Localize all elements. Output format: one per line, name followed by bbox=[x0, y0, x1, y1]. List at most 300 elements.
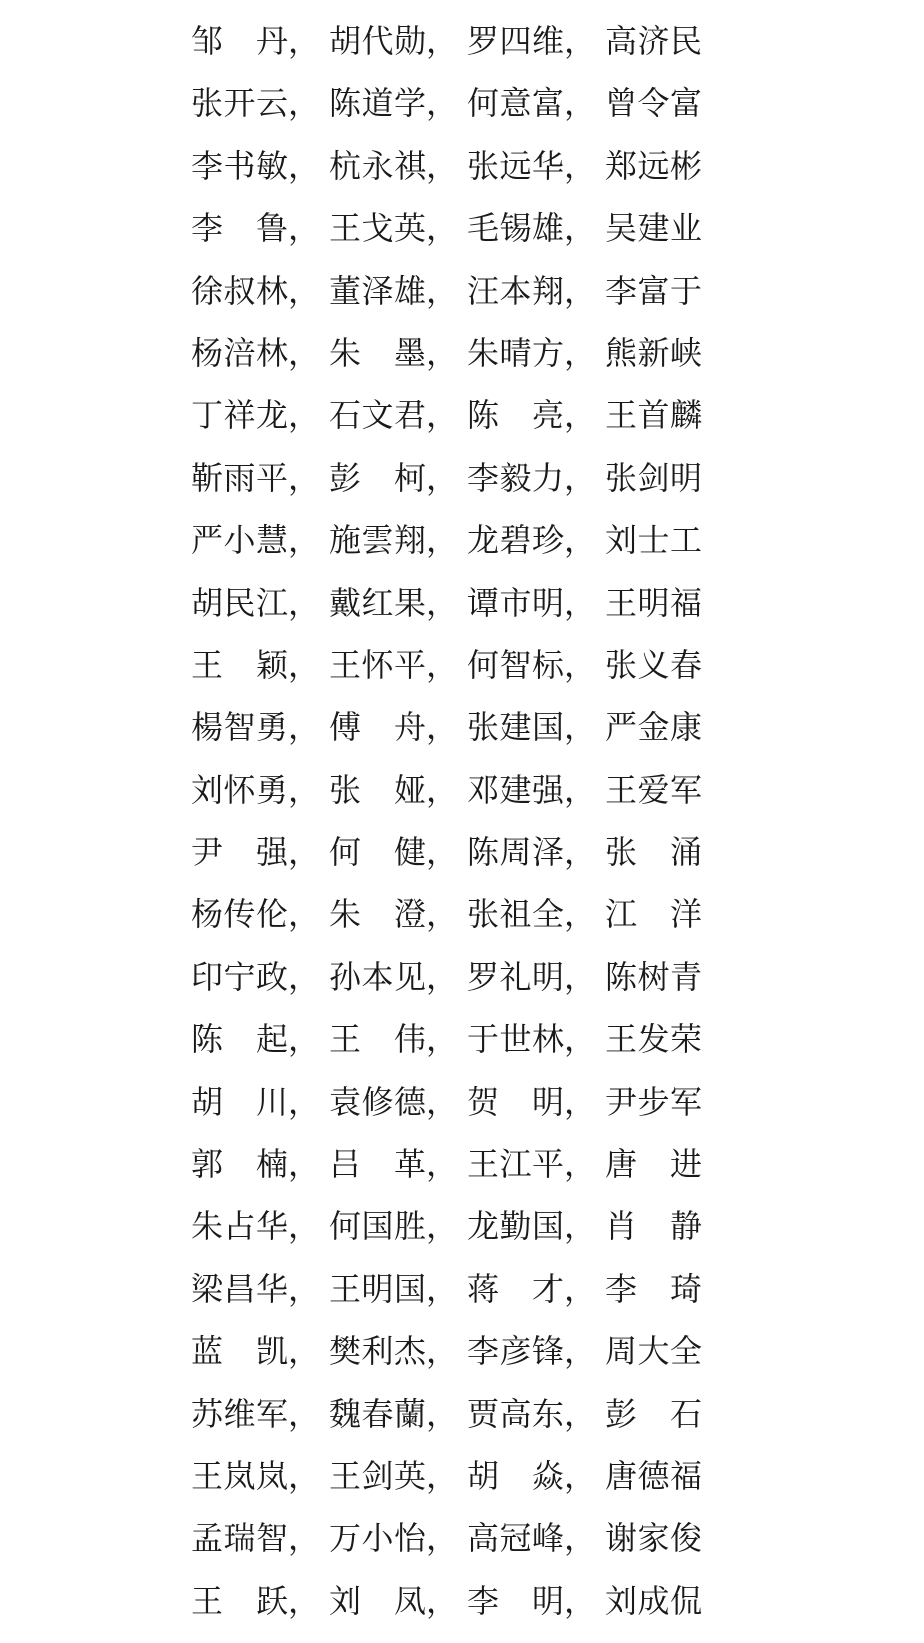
person-name: 胡代勋 bbox=[329, 22, 426, 60]
name-cell bbox=[605, 197, 702, 259]
person-name: 高济民 bbox=[605, 22, 702, 60]
person-name: 张建国 bbox=[467, 708, 564, 747]
name-row bbox=[191, 883, 702, 945]
comma-separator: ， bbox=[564, 1020, 597, 1059]
name-cell bbox=[467, 572, 605, 634]
name-cell bbox=[605, 1507, 702, 1569]
comma-separator: ， bbox=[288, 895, 321, 934]
comma-separator: ， bbox=[564, 1332, 597, 1371]
name-cell bbox=[329, 1320, 467, 1382]
name-cell bbox=[605, 1445, 702, 1507]
name-row bbox=[191, 759, 702, 821]
name-cell bbox=[467, 821, 605, 883]
person-name: 杨涪林 bbox=[191, 333, 288, 372]
name-cell bbox=[467, 322, 605, 384]
comma-separator: ， bbox=[564, 1082, 597, 1121]
name-row bbox=[191, 696, 702, 758]
person-name: 王明福 bbox=[605, 583, 702, 622]
comma-separator: ， bbox=[564, 1456, 597, 1495]
person-name: 熊新峡 bbox=[605, 333, 702, 372]
name-row bbox=[191, 135, 702, 197]
person-name: 袁修德 bbox=[329, 1082, 426, 1121]
person-name: 王怀平 bbox=[329, 645, 426, 684]
name-cell bbox=[329, 322, 467, 384]
comma-separator: ， bbox=[288, 396, 321, 435]
comma-separator: ， bbox=[564, 333, 597, 372]
comma-separator: ， bbox=[564, 583, 597, 622]
person-name: 杭永祺 bbox=[329, 146, 426, 185]
comma-separator: ， bbox=[426, 1519, 459, 1558]
comma-separator: ， bbox=[426, 770, 459, 809]
name-cell bbox=[605, 572, 702, 634]
name-cell bbox=[329, 821, 467, 883]
name-cell bbox=[191, 197, 329, 259]
name-row bbox=[191, 10, 702, 72]
name-row bbox=[191, 322, 702, 384]
person-name: 严小慧 bbox=[191, 521, 288, 560]
person-name: 张远华 bbox=[467, 146, 564, 185]
comma-separator: ， bbox=[288, 333, 321, 372]
person-name: 陈树青 bbox=[605, 957, 702, 996]
comma-separator: ， bbox=[288, 271, 321, 310]
person-name: 唐德福 bbox=[605, 1456, 702, 1495]
person-name: 尹 强 bbox=[191, 833, 288, 872]
person-name: 朱占华 bbox=[191, 1207, 288, 1246]
comma-separator: ， bbox=[288, 957, 321, 996]
comma-separator: ， bbox=[426, 645, 459, 684]
name-cell bbox=[605, 322, 702, 384]
name-cell bbox=[191, 1570, 329, 1632]
comma-separator: ， bbox=[564, 1145, 597, 1184]
name-cell bbox=[191, 1133, 329, 1195]
person-name: 于世林 bbox=[467, 1020, 564, 1059]
person-name: 王首麟 bbox=[605, 396, 702, 435]
comma-separator: ， bbox=[564, 708, 597, 747]
person-name: 刘怀勇 bbox=[191, 770, 288, 809]
person-name: 江 洋 bbox=[605, 895, 702, 934]
person-name: 戴红果 bbox=[329, 583, 426, 622]
person-name: 施雲翔 bbox=[329, 521, 426, 560]
name-cell bbox=[191, 821, 329, 883]
name-cell bbox=[329, 135, 467, 197]
comma-separator: ， bbox=[564, 1581, 597, 1620]
person-name: 彭 石 bbox=[605, 1394, 702, 1433]
name-cell bbox=[605, 1383, 702, 1445]
comma-separator: ， bbox=[426, 1207, 459, 1246]
name-cell bbox=[191, 1071, 329, 1133]
name-row bbox=[191, 572, 702, 634]
comma-separator: ， bbox=[288, 1020, 321, 1059]
name-cell bbox=[329, 1195, 467, 1257]
comma-separator: ， bbox=[426, 146, 459, 185]
comma-separator: ， bbox=[426, 1332, 459, 1371]
name-cell bbox=[191, 322, 329, 384]
name-cell bbox=[605, 384, 702, 446]
name-row bbox=[191, 1258, 702, 1320]
name-cell bbox=[191, 1258, 329, 1320]
name-cell bbox=[605, 946, 702, 1008]
comma-separator: ， bbox=[564, 957, 597, 996]
comma-separator: ， bbox=[426, 396, 459, 435]
comma-separator: ， bbox=[426, 833, 459, 872]
comma-separator: ， bbox=[426, 1145, 459, 1184]
person-name: 朱 墨 bbox=[329, 333, 426, 372]
person-name: 王 伟 bbox=[329, 1020, 426, 1059]
comma-separator: ， bbox=[426, 209, 459, 248]
comma-separator: ， bbox=[288, 708, 321, 747]
comma-separator: ， bbox=[288, 1269, 321, 1308]
name-cell bbox=[329, 1507, 467, 1569]
person-name: 罗礼明 bbox=[467, 957, 564, 996]
person-name: 罗四维 bbox=[467, 22, 564, 60]
person-name: 陈 起 bbox=[191, 1020, 288, 1059]
name-cell bbox=[191, 696, 329, 758]
comma-separator: ， bbox=[426, 521, 459, 560]
name-row bbox=[191, 384, 702, 446]
comma-separator: ， bbox=[426, 271, 459, 310]
comma-separator: ， bbox=[564, 396, 597, 435]
comma-separator: ， bbox=[426, 1020, 459, 1059]
name-cell bbox=[329, 72, 467, 134]
name-cell bbox=[467, 1195, 605, 1257]
comma-separator: ， bbox=[426, 333, 459, 372]
name-cell bbox=[329, 384, 467, 446]
person-name: 张剑明 bbox=[605, 458, 702, 497]
comma-separator: ， bbox=[288, 458, 321, 497]
comma-separator: ， bbox=[426, 1581, 459, 1620]
comma-separator: ， bbox=[288, 1082, 321, 1121]
person-name: 何意富 bbox=[467, 84, 564, 123]
person-name: 尹步军 bbox=[605, 1082, 702, 1121]
comma-separator: ， bbox=[426, 1269, 459, 1308]
person-name: 王岚岚 bbox=[191, 1456, 288, 1495]
person-name: 邹 丹 bbox=[191, 22, 288, 60]
name-cell bbox=[191, 634, 329, 696]
name-cell bbox=[329, 1008, 467, 1070]
comma-separator: ， bbox=[288, 1394, 321, 1433]
name-cell bbox=[605, 72, 702, 134]
comma-separator: ， bbox=[288, 84, 321, 123]
person-name: 陈道学 bbox=[329, 84, 426, 123]
name-cell bbox=[191, 10, 329, 72]
person-name: 胡民江 bbox=[191, 583, 288, 622]
name-cell bbox=[191, 1507, 329, 1569]
name-row bbox=[191, 1195, 702, 1257]
comma-separator: ， bbox=[288, 146, 321, 185]
comma-separator: ， bbox=[564, 1207, 597, 1246]
name-cell bbox=[605, 1071, 702, 1133]
name-cell bbox=[329, 1383, 467, 1445]
comma-separator: ， bbox=[564, 22, 597, 60]
person-name: 谢家俊 bbox=[605, 1519, 702, 1558]
person-name: 董泽雄 bbox=[329, 271, 426, 310]
name-cell bbox=[605, 1258, 702, 1320]
person-name: 张 涌 bbox=[605, 833, 702, 872]
name-cell bbox=[605, 883, 702, 945]
name-cell bbox=[329, 260, 467, 322]
person-name: 梁昌华 bbox=[191, 1269, 288, 1308]
person-name: 王明国 bbox=[329, 1269, 426, 1308]
name-row bbox=[191, 197, 702, 259]
person-name: 李书敏 bbox=[191, 146, 288, 185]
person-name: 靳雨平 bbox=[191, 458, 288, 497]
name-cell bbox=[191, 135, 329, 197]
person-name: 李 琦 bbox=[605, 1269, 702, 1308]
comma-separator: ， bbox=[564, 1394, 597, 1433]
person-name: 朱晴方 bbox=[467, 333, 564, 372]
comma-separator: ， bbox=[288, 1456, 321, 1495]
name-cell bbox=[467, 10, 605, 72]
name-cell bbox=[329, 883, 467, 945]
comma-separator: ， bbox=[288, 22, 321, 60]
person-name: 谭市明 bbox=[467, 583, 564, 622]
person-name: 汪本翔 bbox=[467, 271, 564, 310]
person-name: 傅 舟 bbox=[329, 708, 426, 747]
comma-separator: ， bbox=[288, 209, 321, 248]
name-row bbox=[191, 634, 702, 696]
comma-separator: ， bbox=[426, 1082, 459, 1121]
name-cell bbox=[329, 759, 467, 821]
name-cell bbox=[329, 509, 467, 571]
name-cell bbox=[467, 1133, 605, 1195]
person-name: 邓建强 bbox=[467, 770, 564, 809]
person-name: 陈周泽 bbox=[467, 833, 564, 872]
comma-separator: ， bbox=[564, 84, 597, 123]
name-cell bbox=[467, 384, 605, 446]
name-cell bbox=[329, 696, 467, 758]
name-cell bbox=[467, 634, 605, 696]
person-name: 李 鲁 bbox=[191, 209, 288, 248]
person-name: 严金康 bbox=[605, 708, 702, 747]
comma-separator: ， bbox=[564, 209, 597, 248]
name-cell bbox=[605, 1195, 702, 1257]
person-name: 胡 川 bbox=[191, 1082, 288, 1121]
person-name: 毛锡雄 bbox=[467, 209, 564, 248]
person-name: 张开云 bbox=[191, 84, 288, 123]
name-cell bbox=[467, 1071, 605, 1133]
name-cell bbox=[467, 135, 605, 197]
comma-separator: ， bbox=[426, 957, 459, 996]
person-name: 唐 进 bbox=[605, 1145, 702, 1184]
name-cell bbox=[605, 634, 702, 696]
person-name: 刘成侃 bbox=[605, 1581, 702, 1620]
name-cell bbox=[467, 1008, 605, 1070]
comma-separator: ， bbox=[426, 708, 459, 747]
person-name: 李 明 bbox=[467, 1581, 564, 1620]
comma-separator: ， bbox=[288, 1519, 321, 1558]
name-cell bbox=[467, 447, 605, 509]
comma-separator: ， bbox=[564, 521, 597, 560]
person-name: 龙勤国 bbox=[467, 1207, 564, 1246]
name-row bbox=[191, 72, 702, 134]
name-cell bbox=[191, 759, 329, 821]
comma-separator: ， bbox=[426, 895, 459, 934]
person-name: 贾高东 bbox=[467, 1394, 564, 1433]
name-row bbox=[191, 1071, 702, 1133]
name-cell bbox=[605, 135, 702, 197]
name-cell bbox=[329, 197, 467, 259]
name-cell bbox=[329, 1570, 467, 1632]
name-cell bbox=[605, 821, 702, 883]
person-name: 李彦锋 bbox=[467, 1332, 564, 1371]
person-name: 万小怡 bbox=[329, 1519, 426, 1558]
name-cell bbox=[329, 1258, 467, 1320]
person-name: 王发荣 bbox=[605, 1020, 702, 1059]
name-row bbox=[191, 1133, 702, 1195]
name-row bbox=[191, 1320, 702, 1382]
comma-separator: ， bbox=[426, 583, 459, 622]
name-cell bbox=[191, 1008, 329, 1070]
name-cell bbox=[467, 197, 605, 259]
name-cell bbox=[329, 946, 467, 1008]
comma-separator: ， bbox=[288, 833, 321, 872]
person-name: 郭 楠 bbox=[191, 1145, 288, 1184]
person-name: 吴建业 bbox=[605, 209, 702, 248]
name-cell bbox=[329, 447, 467, 509]
name-cell bbox=[605, 10, 702, 72]
comma-separator: ， bbox=[564, 146, 597, 185]
comma-separator: ， bbox=[564, 458, 597, 497]
person-name: 高冠峰 bbox=[467, 1519, 564, 1558]
comma-separator: ， bbox=[426, 458, 459, 497]
person-name: 李富于 bbox=[605, 271, 702, 310]
name-cell bbox=[191, 1445, 329, 1507]
name-cell bbox=[329, 10, 467, 72]
person-name: 王爱军 bbox=[605, 770, 702, 809]
name-row bbox=[191, 260, 702, 322]
person-name: 何国胜 bbox=[329, 1207, 426, 1246]
comma-separator: ， bbox=[564, 770, 597, 809]
name-cell bbox=[191, 260, 329, 322]
name-cell bbox=[191, 447, 329, 509]
comma-separator: ， bbox=[564, 271, 597, 310]
person-name: 樊利杰 bbox=[329, 1332, 426, 1371]
name-cell bbox=[191, 1195, 329, 1257]
name-cell bbox=[605, 260, 702, 322]
name-cell bbox=[605, 1570, 702, 1632]
name-cell bbox=[605, 696, 702, 758]
comma-separator: ， bbox=[288, 1207, 321, 1246]
name-cell bbox=[329, 634, 467, 696]
person-name: 杨传伦 bbox=[191, 895, 288, 934]
person-name: 何智标 bbox=[467, 645, 564, 684]
name-cell bbox=[467, 759, 605, 821]
person-name: 石文君 bbox=[329, 396, 426, 435]
name-cell bbox=[467, 1445, 605, 1507]
name-row bbox=[191, 1008, 702, 1070]
comma-separator: ， bbox=[564, 895, 597, 934]
name-cell bbox=[467, 1383, 605, 1445]
name-cell bbox=[329, 572, 467, 634]
comma-separator: ， bbox=[288, 770, 321, 809]
person-name: 周大全 bbox=[605, 1332, 702, 1371]
person-name: 张义春 bbox=[605, 645, 702, 684]
name-cell bbox=[467, 509, 605, 571]
person-name: 肖 静 bbox=[605, 1207, 702, 1246]
comma-separator: ， bbox=[288, 1332, 321, 1371]
name-cell bbox=[605, 759, 702, 821]
name-cell bbox=[191, 572, 329, 634]
comma-separator: ， bbox=[426, 1456, 459, 1495]
person-name: 吕 革 bbox=[329, 1145, 426, 1184]
name-cell bbox=[467, 72, 605, 134]
person-name: 徐叔林 bbox=[191, 271, 288, 310]
name-row bbox=[191, 509, 702, 571]
person-name: 蒋 才 bbox=[467, 1269, 564, 1308]
comma-separator: ， bbox=[288, 645, 321, 684]
name-cell bbox=[467, 1570, 605, 1632]
name-row bbox=[191, 821, 702, 883]
person-name: 楊智勇 bbox=[191, 708, 288, 747]
person-name: 龙碧珍 bbox=[467, 521, 564, 560]
name-cell bbox=[191, 384, 329, 446]
name-cell bbox=[605, 447, 702, 509]
name-cell bbox=[329, 1071, 467, 1133]
person-name: 刘士工 bbox=[605, 521, 702, 560]
person-name: 蓝 凯 bbox=[191, 1332, 288, 1371]
comma-separator: ， bbox=[564, 645, 597, 684]
person-name: 魏春蘭 bbox=[329, 1394, 426, 1433]
name-cell bbox=[467, 1258, 605, 1320]
name-cell bbox=[191, 509, 329, 571]
name-cell bbox=[191, 1383, 329, 1445]
name-cell bbox=[467, 1507, 605, 1569]
comma-separator: ， bbox=[288, 521, 321, 560]
name-cell bbox=[467, 1320, 605, 1382]
person-name: 孟瑞智 bbox=[191, 1519, 288, 1558]
comma-separator: ， bbox=[564, 1519, 597, 1558]
person-name: 贺 明 bbox=[467, 1082, 564, 1121]
name-cell bbox=[191, 1320, 329, 1382]
comma-separator: ， bbox=[426, 22, 459, 60]
person-name: 王 颖 bbox=[191, 645, 288, 684]
name-row bbox=[191, 946, 702, 1008]
person-name: 张祖全 bbox=[467, 895, 564, 934]
person-name: 印宁政 bbox=[191, 957, 288, 996]
name-cell bbox=[605, 1133, 702, 1195]
person-name: 王剑英 bbox=[329, 1456, 426, 1495]
person-name: 刘 凤 bbox=[329, 1581, 426, 1620]
name-cell bbox=[467, 696, 605, 758]
name-cell bbox=[467, 946, 605, 1008]
name-cell bbox=[191, 72, 329, 134]
name-cell bbox=[329, 1445, 467, 1507]
comma-separator: ， bbox=[288, 1145, 321, 1184]
name-row bbox=[191, 1445, 702, 1507]
name-row bbox=[191, 1507, 702, 1569]
name-cell bbox=[467, 260, 605, 322]
person-name: 王戈英 bbox=[329, 209, 426, 248]
person-name: 胡 焱 bbox=[467, 1456, 564, 1495]
person-name: 朱 澄 bbox=[329, 895, 426, 934]
name-cell bbox=[191, 946, 329, 1008]
person-name: 孙本见 bbox=[329, 957, 426, 996]
name-cell bbox=[329, 1133, 467, 1195]
person-name: 王江平 bbox=[467, 1145, 564, 1184]
name-list bbox=[191, 10, 702, 1632]
name-cell bbox=[191, 883, 329, 945]
person-name: 丁祥龙 bbox=[191, 396, 288, 435]
name-cell bbox=[605, 1320, 702, 1382]
person-name: 陈 亮 bbox=[467, 396, 564, 435]
person-name: 张 娅 bbox=[329, 770, 426, 809]
person-name: 苏维军 bbox=[191, 1394, 288, 1433]
person-name: 郑远彬 bbox=[605, 146, 702, 185]
name-cell bbox=[605, 509, 702, 571]
person-name: 李毅力 bbox=[467, 458, 564, 497]
comma-separator: ， bbox=[426, 84, 459, 123]
name-row bbox=[191, 447, 702, 509]
